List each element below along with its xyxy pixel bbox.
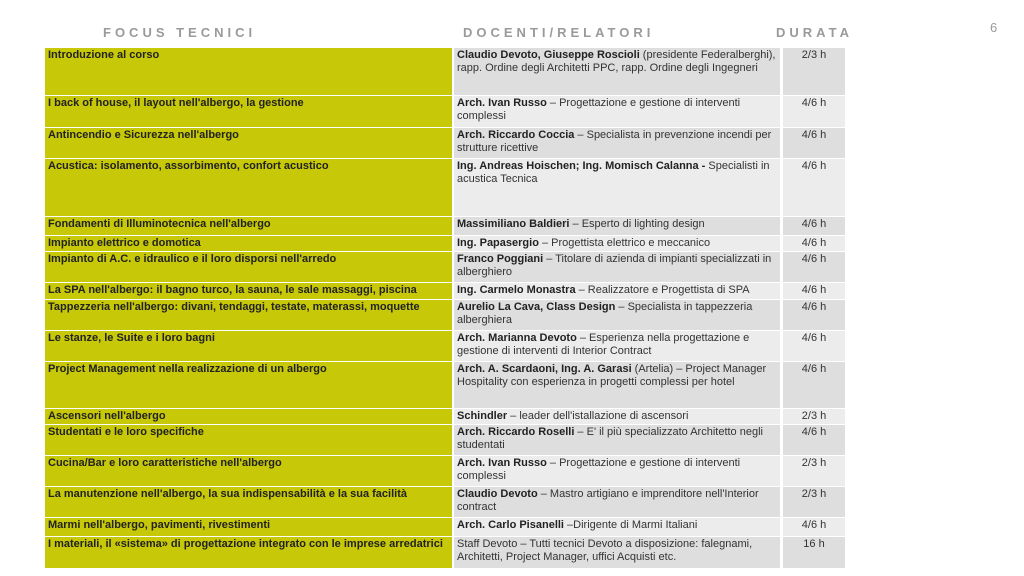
- topic-cell: Cucina/Bar e loro caratteristiche nell'albergo: [45, 456, 452, 486]
- duration-cell: 4/6 h: [783, 252, 845, 282]
- topic-cell: La SPA nell'albergo: il bagno turco, la sauna, le sale massaggi, piscina: [45, 283, 452, 299]
- table-row: [45, 283, 845, 300]
- duration-cell: 4/6 h: [783, 518, 845, 536]
- table-row: [45, 217, 845, 236]
- teacher-cell: Ing. Carmelo Monastra – Realizzatore e Progettista di SPA: [454, 283, 780, 299]
- table-row: [45, 456, 845, 487]
- duration-cell: 2/3 h: [783, 409, 845, 424]
- table-row: [45, 128, 845, 159]
- duration-cell: 2/3 h: [783, 456, 845, 486]
- duration-cell: 4/6 h: [783, 217, 845, 235]
- duration-cell: 4/6 h: [783, 425, 845, 455]
- table-row: [45, 236, 845, 252]
- table-row: [45, 362, 845, 409]
- teacher-cell: Arch. Ivan Russo – Progettazione e gestione di interventi complessi: [454, 96, 780, 127]
- table-row: [45, 537, 845, 569]
- duration-cell: 4/6 h: [783, 362, 845, 408]
- table-row: [45, 300, 845, 331]
- topic-cell: Marmi nell'albergo, pavimenti, rivestimenti: [45, 518, 452, 536]
- topic-cell: I back of house, il layout nell'albergo, la gestione: [45, 96, 452, 127]
- topic-cell: La manutenzione nell'albergo, la sua indispensabilità e la sua facilità: [45, 487, 452, 517]
- teacher-cell: Arch. Marianna Devoto – Esperienza nella progettazione e gestione di interventi di Interior Contract: [454, 331, 780, 361]
- duration-cell: 4/6 h: [783, 128, 845, 158]
- teacher-cell: Staff Devoto – Tutti tecnici Devoto a disposizione: falegnami, Architetti, Project Manager, uffici Acquisti etc.: [454, 537, 780, 568]
- topic-cell: Le stanze, le Suite e i loro bagni: [45, 331, 452, 361]
- topic-cell: Tappezzeria nell'albergo: divani, tendaggi, testate, materassi, moquette: [45, 300, 452, 330]
- teacher-cell: Arch. Riccardo Coccia – Specialista in prevenzione incendi per strutture ricettive: [454, 128, 780, 158]
- table-row: [45, 159, 845, 217]
- table-row: [45, 487, 845, 518]
- table-row: [45, 252, 845, 283]
- topic-cell: Antincendio e Sicurezza nell'albergo: [45, 128, 452, 158]
- duration-cell: 4/6 h: [783, 331, 845, 361]
- teacher-cell: Franco Poggiani – Titolare di azienda di impianti specializzati in alberghiero: [454, 252, 780, 282]
- topic-cell: Ascensori nell'albergo: [45, 409, 452, 424]
- teacher-cell: Arch. A. Scardaoni, Ing. A. Garasi (Artelia) – Project Manager Hospitality con esperienza in progetti complessi per hotel: [454, 362, 780, 408]
- topic-cell: Acustica: isolamento, assorbimento, confort acustico: [45, 159, 452, 216]
- duration-cell: 2/3 h: [783, 487, 845, 517]
- topic-cell: Impianto elettrico e domotica: [45, 236, 452, 251]
- topic-cell: I materiali, il «sistema» di progettazione integrato con le imprese arredatrici: [45, 537, 452, 568]
- duration-cell: 4/6 h: [783, 96, 845, 127]
- teacher-cell: Massimiliano Baldieri – Esperto di lighting design: [454, 217, 780, 235]
- teacher-cell: Arch. Carlo Pisanelli –Dirigente di Marmi Italiani: [454, 518, 780, 536]
- header-docenti: DOCENTI/RELATORI: [463, 25, 655, 40]
- table-row: [45, 331, 845, 362]
- teacher-cell: Ing. Andreas Hoischen; Ing. Momisch Calanna - Specialisti in acustica Tecnica: [454, 159, 780, 216]
- duration-cell: 4/6 h: [783, 236, 845, 251]
- teacher-cell: Ing. Papasergio – Progettista elettrico e meccanico: [454, 236, 780, 251]
- table-row: [45, 96, 845, 128]
- duration-cell: 4/6 h: [783, 283, 845, 299]
- page-number: 6: [990, 20, 998, 35]
- teacher-cell: Schindler – leader dell'istallazione di ascensori: [454, 409, 780, 424]
- teacher-cell: Arch. Ivan Russo – Progettazione e gestione di interventi complessi: [454, 456, 780, 486]
- topic-cell: Project Management nella realizzazione di un albergo: [45, 362, 452, 408]
- course-table: [45, 48, 845, 569]
- teacher-cell: Claudio Devoto – Mastro artigiano e imprenditore nell'Interior contract: [454, 487, 780, 517]
- teacher-cell: Claudio Devoto, Giuseppe Roscioli (presidente Federalberghi), rapp. Ordine degli Architetti PPC, rapp. Ordine degli Ingegneri: [454, 48, 780, 95]
- table-row: [45, 409, 845, 425]
- duration-cell: 16 h: [783, 537, 845, 568]
- table-row: [45, 518, 845, 537]
- topic-cell: Fondamenti di Illuminotecnica nell'albergo: [45, 217, 452, 235]
- header-durata: DURATA: [776, 25, 853, 40]
- duration-cell: 2/3 h: [783, 48, 845, 95]
- topic-cell: Introduzione al corso: [45, 48, 452, 95]
- duration-cell: 4/6 h: [783, 300, 845, 330]
- topic-cell: Impianto di A.C. e idraulico e il loro disporsi nell'arredo: [45, 252, 452, 282]
- teacher-cell: Aurelio La Cava, Class Design – Specialista in tappezzeria alberghiera: [454, 300, 780, 330]
- duration-cell: 4/6 h: [783, 159, 845, 216]
- topic-cell: Studentati e le loro specifiche: [45, 425, 452, 455]
- table-row: [45, 48, 845, 96]
- teacher-cell: Arch. Riccardo Roselli – E' il più specializzato Architetto negli studentati: [454, 425, 780, 455]
- table-row: [45, 425, 845, 456]
- header-focus: FOCUS TECNICI: [103, 25, 257, 40]
